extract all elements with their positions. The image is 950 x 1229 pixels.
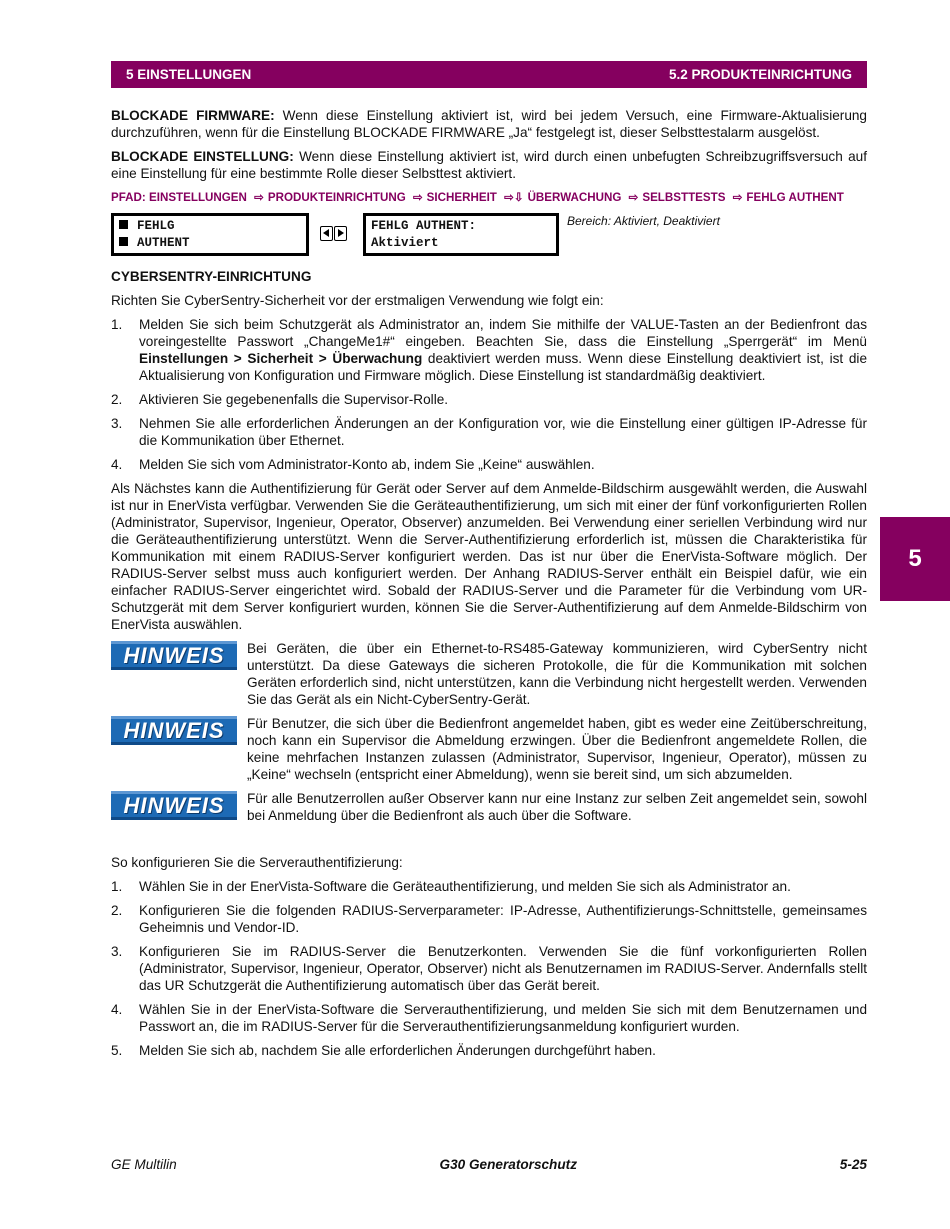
footer-product: G30 Generatorschutz [439, 1157, 577, 1172]
note-text: Bei Geräten, die über ein Ethernet-to-RS485-Gateway kommunizieren, wird CyberSentry nicht unterstützt. Da diese Gateways die sicheren Protokolle, die für die Kommunikation mit solchen Geräten erforderlich sind, nicht unterstützen, kann die Verbindung nicht hergestellt werden. Verwenden Sie das Gerät als ein Nicht-CyberSentry-Gerät. [247, 641, 867, 707]
path-step: SELBSTTESTS [642, 191, 726, 204]
path-arrow-icon: ⇨ [732, 191, 743, 204]
page-number: 5-25 [839, 1157, 867, 1172]
note-text: Für alle Benutzerrollen außer Observer kann nur eine Instanz zur selben Zeit angemeldet sein, sowohl bei Anmeldung über die Bedienfront als auch über die Software. [247, 791, 867, 823]
cybersentry-steps [111, 316, 867, 473]
term-label: BLOCKADE EINSTELLUNG: [111, 149, 294, 164]
list-item: 3. Konfigurieren Sie im RADIUS-Server die Benutzerkonten. Verwenden Sie die fünf vorkonfigurierten Rollen (Administrator, Supervisor, Ingenieur, Operator, Observer) nicht als Benutzernamen im RADIUS-Server. Andernfalls stellt das UR Schutzgerät die Authentifizierung automatisch über das Gerät bereit. [111, 944, 867, 993]
cybersentry-lead: Richten Sie CyberSentry-Sicherheit vor der erstmaligen Verwendung wie folgt ein: [111, 293, 604, 308]
left-arrow-key-icon [320, 226, 333, 241]
term-text: Wenn diese Einstellung aktiviert ist, wird bei jedem Versuch, eine Firmware-Aktualisierung durchzuführen, wenn für die Einstellung BLOCKADE FIRMWARE „Ja“ festgelegt ist, dieser Selbsttestalarm ausgelöst. [111, 108, 867, 140]
lcd-display-example [111, 213, 867, 256]
square-bullet-icon [119, 220, 128, 229]
path-arrow-icon: ⇨ [254, 191, 264, 204]
term-text: Wenn diese Einstellung aktiviert ist, wird durch einen unbefugten Schreibzugriffsversuch auf eine Einstellung für eine bestimmte Rolle dieser Selbsttest aktiviert. [111, 149, 867, 181]
lcd-menu-box [111, 213, 309, 256]
hinweis-badge-icon: HINWEIS [111, 641, 237, 670]
server-auth-lead: So konfigurieren Sie die Serverauthentifizierung: [111, 855, 403, 870]
setting-range: Bereich: Aktiviert, Deaktiviert [567, 214, 720, 228]
list-item: 4. Melden Sie sich vom Administrator-Konto ab, indem Sie „Keine“ auswählen. [111, 457, 595, 472]
path-arrow-icon: ⇨ [628, 191, 639, 204]
path-step: PRODUKTEINRICHTUNG [267, 191, 406, 204]
chapter-title: 5 EINSTELLUNGEN [126, 67, 252, 82]
list-item: 2. Konfigurieren Sie die folgenden RADIUS-Serverparameter: IP-Adresse, Authentifizierungs-Schnittstelle, gemeinsames Geheimnis und Vendor-ID. [111, 903, 867, 935]
right-arrow-key-icon [334, 226, 347, 241]
path-step: FEHLG AUTHENT [746, 191, 844, 204]
firmware-lock-paragraph [111, 107, 867, 141]
list-item: 5. Melden Sie sich ab, nachdem Sie alle erforderlichen Änderungen durchgeführt haben. [111, 1043, 656, 1058]
page-content [111, 107, 867, 1066]
lcd-line: AUTHENT [119, 235, 301, 252]
lcd-value-box [363, 213, 559, 256]
hinweis-badge-icon: HINWEIS [111, 716, 237, 745]
list-item: 4. Wählen Sie in der EnerVista-Software die Serverauthentifizierung, und melden Sie sich mit dem Benutzernamen und Passwort an, die im RADIUS-Server für die Serverauthentifizierungsanmeldung konfiguriert wurden. [111, 1002, 867, 1034]
menu-path [111, 189, 867, 206]
term-label: BLOCKADE FIRMWARE: [111, 108, 275, 123]
path-step: ÜBERWACHUNG [527, 191, 622, 204]
chapter-tab: 5 [880, 517, 950, 601]
server-auth-steps [111, 878, 867, 1059]
lcd-line: FEHLG [119, 218, 301, 235]
section-header-bar [111, 61, 867, 88]
note-text: Für Benutzer, die sich über die Bedienfront angemeldet haben, gibt es weder eine Zeitüberschreitung, noch kann ein Supervisor die Abmeldung erzwingen. Über die Bedienfront angemeldete Rollen, die keine mehrfachen Instanzen zulassen (Administrator, Supervisor, Ingenieur, Operator), müssen zu „Keine“ wechseln (entspricht einer Abmeldung), wenn sie bereit sind, um sich abzumelden. [247, 716, 867, 782]
path-prefix: PFAD: EINSTELLUNGEN [111, 191, 247, 204]
list-item: 2. Aktivieren Sie gegebenenfalls die Supervisor-Rolle. [111, 392, 449, 407]
hinweis-badge-icon: HINWEIS [111, 791, 237, 820]
note-block [111, 640, 867, 708]
authentication-paragraph: Als Nächstes kann die Authentifizierung für Gerät oder Server auf dem Anmelde-Bildschirm ausgewählt werden, die Auswahl ist nur in EnerVista verfügbar. Verwenden Sie die Geräteauthentifizierung, um sich mit einer der fünf vorkonfigurierten Rollen (Administrator, Supervisor, Ingenieur, Operator, Observer) anzumelden. Bei Verwendung einer seriellen Verbindung wird nur die Geräteauthentifizierung unterstützt. Wenn die Server-Authentifizierung erforderlich ist, müssen die Charakteristika für Kommunikation mit einem RADIUS-Server konfiguriert werden. Das ist nur über die EnerVista-Software möglich. Der RADIUS-Server selbst muss auch konfiguriert werden. Der Anhang RADIUS-Server enthält ein Beispiel dafür, wie ein einfacher RADIUS-Server eingerichtet wird. Sobald der RADIUS-Server und die Parameter für die Verbindung vom UR-Schutzgerät mit dem Server konfiguriert wurden, können Sie die Server-Authentifizierung auf dem Anmelde-Bildschirm von EnerVista auswählen. [111, 481, 867, 632]
cybersentry-heading: CYBERSENTRY-EINRICHTUNG [111, 269, 312, 284]
setting-lock-paragraph [111, 148, 867, 182]
footer-company: GE Multilin [111, 1157, 177, 1172]
list-item: 1. Melden Sie sich beim Schutzgerät als Administrator an, indem Sie mithilfe der VALUE-Tasten an der Bedienfront das voreingestellte Passwort „ChangeMe1#“ eingeben. Beachten Sie, dass die Einstellung „Sperrgerät“ im Menü Einstellungen > Sicherheit > Überwachung deaktiviert werden muss. Wenn diese Einstellung deaktiviert ist, ist die Aktualisierung von Konfiguration und Firmware möglich. Diese Einstellung ist standardmäßig deaktiviert. [111, 317, 868, 383]
path-step: SICHERHEIT [426, 191, 497, 204]
square-bullet-icon [119, 237, 128, 246]
note-block [111, 790, 867, 824]
page-footer [111, 1157, 867, 1172]
path-arrow-icon: ⇨ [412, 191, 423, 204]
path-arrow-icon: ⇨⇩ [504, 191, 524, 204]
lcd-line: Aktiviert [371, 236, 439, 250]
list-item: 1. Wählen Sie in der EnerVista-Software die Geräteauthentifizierung, und melden Sie sich als Administrator an. [111, 879, 791, 894]
lcd-line: FEHLG AUTHENT: [371, 219, 477, 233]
list-item: 3. Nehmen Sie alle erforderlichen Änderungen an der Konfiguration vor, wie die Einstellung einer gültigen IP-Adresse für die Kommunikation über Ethernet. [111, 416, 867, 448]
section-title: 5.2 PRODUKTEINRICHTUNG [668, 67, 852, 82]
navigation-keys [320, 226, 347, 241]
note-block [111, 715, 867, 783]
